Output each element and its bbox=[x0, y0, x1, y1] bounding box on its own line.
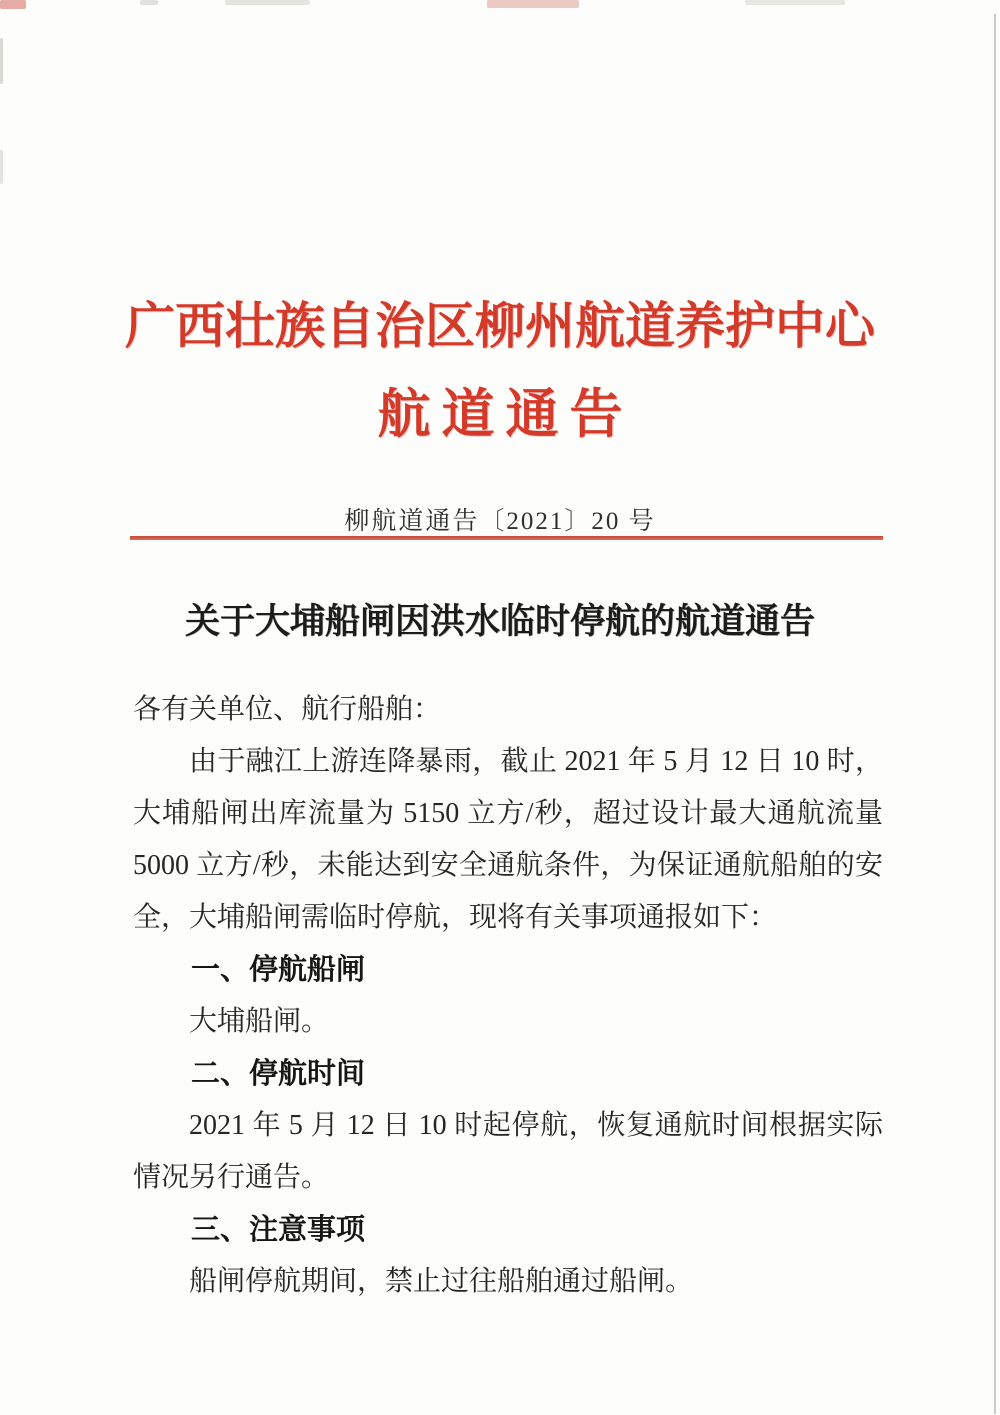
letterhead-divider-rule bbox=[130, 536, 883, 540]
doc-number: 柳航道通告〔2021〕20 号 bbox=[344, 508, 656, 535]
scan-artifact bbox=[225, 0, 310, 5]
section-1-heading: 一、停航船闸 bbox=[191, 954, 366, 986]
section-1-body: 大埔船闸。 bbox=[189, 1006, 330, 1037]
intro-paragraph: 由于融江上游连降暴雨，截止 2021 年 5 月 12 日 10 时，大埔船闸出库流量为 5150 立方/秒，超过设计最大通航流量 5000 立方/秒，未能达到安全通航条件，为保证通航船舶的安全，大埔船闸需临时停航，现将有关事项通报如下： bbox=[133, 746, 883, 933]
scan-artifact bbox=[0, 38, 3, 84]
section-2-heading: 二、停航时间 bbox=[191, 1058, 366, 1090]
section-3-body: 船闸停航期间，禁止过往船舶通过船闸。 bbox=[189, 1266, 694, 1297]
notice-title: 关于大埔船闸因洪水临时停航的航道通告 bbox=[184, 602, 815, 641]
section-3-heading: 三、注意事项 bbox=[191, 1214, 366, 1246]
salutation: 各有关单位、航行船舶： bbox=[133, 694, 442, 725]
scan-artifact bbox=[0, 0, 26, 9]
scan-artifact bbox=[140, 0, 158, 5]
scan-artifact bbox=[0, 150, 3, 184]
section-2-body: 2021 年 5 月 12 日 10 时起停航，恢复通航时间根据实际情况另行通告。 bbox=[133, 1110, 883, 1193]
scan-edge-line bbox=[994, 14, 996, 1414]
scan-artifact bbox=[487, 0, 579, 8]
org-title-line1: 广西壮族自治区柳州航道养护中心 bbox=[125, 298, 875, 354]
scan-artifact bbox=[745, 0, 845, 5]
org-title-line2: 航道通告 bbox=[377, 386, 634, 444]
notice-body bbox=[133, 684, 883, 1308]
